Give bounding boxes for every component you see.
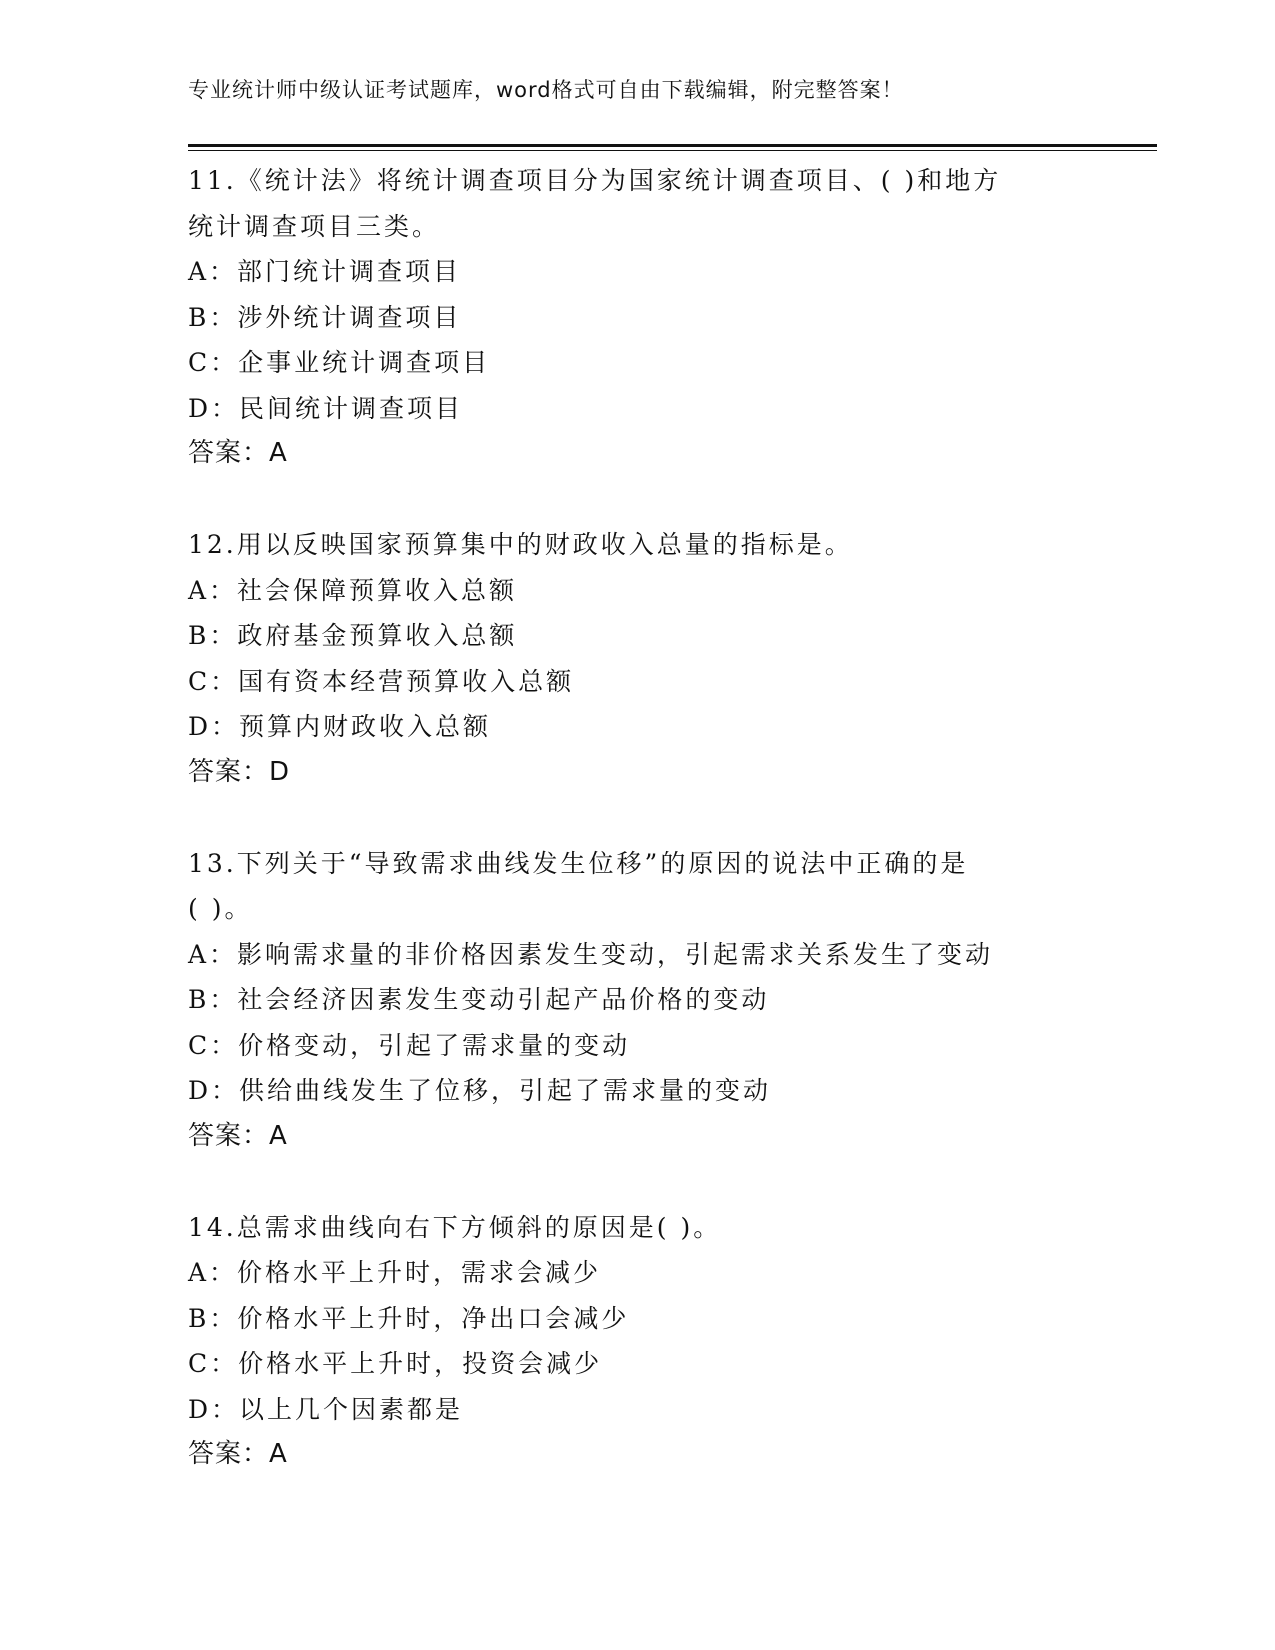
header-rule-thick: [188, 144, 1157, 147]
header-rule-thin: [188, 150, 1157, 151]
question-stem-line: ( )。: [188, 894, 253, 923]
question-item: [188, 1205, 1128, 1478]
option-b: B：政府基金预算收入总额: [188, 621, 518, 650]
option-d: D：以上几个因素都是: [188, 1394, 464, 1424]
answer-line: 答案：A: [188, 1439, 288, 1469]
option-b: B：社会经济因素发生变动引起产品价格的变动: [188, 985, 770, 1014]
question-item: [188, 522, 1128, 795]
option-c: C：价格变动，引起了需求量的变动: [188, 1030, 631, 1060]
question-item: [188, 158, 1128, 477]
answer-line: 答案：A: [188, 1120, 288, 1151]
question-spacer: [188, 1159, 1128, 1205]
question-list: [188, 158, 1128, 1478]
question-stem-line: 14.总需求曲线向右下方倾斜的原因是( )。: [188, 1212, 722, 1242]
option-b: B：涉外统计调查项目: [188, 302, 462, 332]
option-c: C：价格水平上升时，投资会减少: [188, 1349, 603, 1378]
question-stem-line: 13.下列关于“导致需求曲线发生位移”的原因的说法中正确的是: [188, 848, 969, 878]
question-stem-line: 12.用以反映国家预算集中的财政收入总量的指标是。: [188, 530, 853, 559]
option-a: A：部门统计调查项目: [188, 257, 462, 286]
option-a: A：社会保障预算收入总额: [188, 575, 518, 605]
document-header: 专业统计师中级认证考试题库，word格式可自由下载编辑，附完整答案！: [188, 78, 904, 102]
question-stem-line: 统计调查项目三类。: [188, 211, 441, 241]
option-a: A：影响需求量的非价格因素发生变动，引起需求关系发生了变动: [188, 939, 994, 969]
question-item: [188, 841, 1128, 1160]
option-d: D：供给曲线发生了位移，引起了需求量的变动: [188, 1076, 772, 1105]
answer-line: 答案：D: [188, 756, 291, 787]
question-spacer: [188, 477, 1128, 523]
option-c: C：国有资本经营预算收入总额: [188, 666, 575, 696]
option-b: B：价格水平上升时，净出口会减少: [188, 1303, 630, 1333]
answer-line: 答案：A: [188, 438, 288, 468]
option-c: C：企事业统计调查项目: [188, 348, 491, 377]
option-d: D：民间统计调查项目: [188, 393, 464, 423]
option-d: D：预算内财政收入总额: [188, 712, 492, 741]
option-a: A：价格水平上升时，需求会减少: [188, 1258, 602, 1287]
question-stem-line: 11.《统计法》将统计调查项目分为国家统计调查项目、( )和地方: [188, 166, 1002, 195]
question-spacer: [188, 795, 1128, 841]
